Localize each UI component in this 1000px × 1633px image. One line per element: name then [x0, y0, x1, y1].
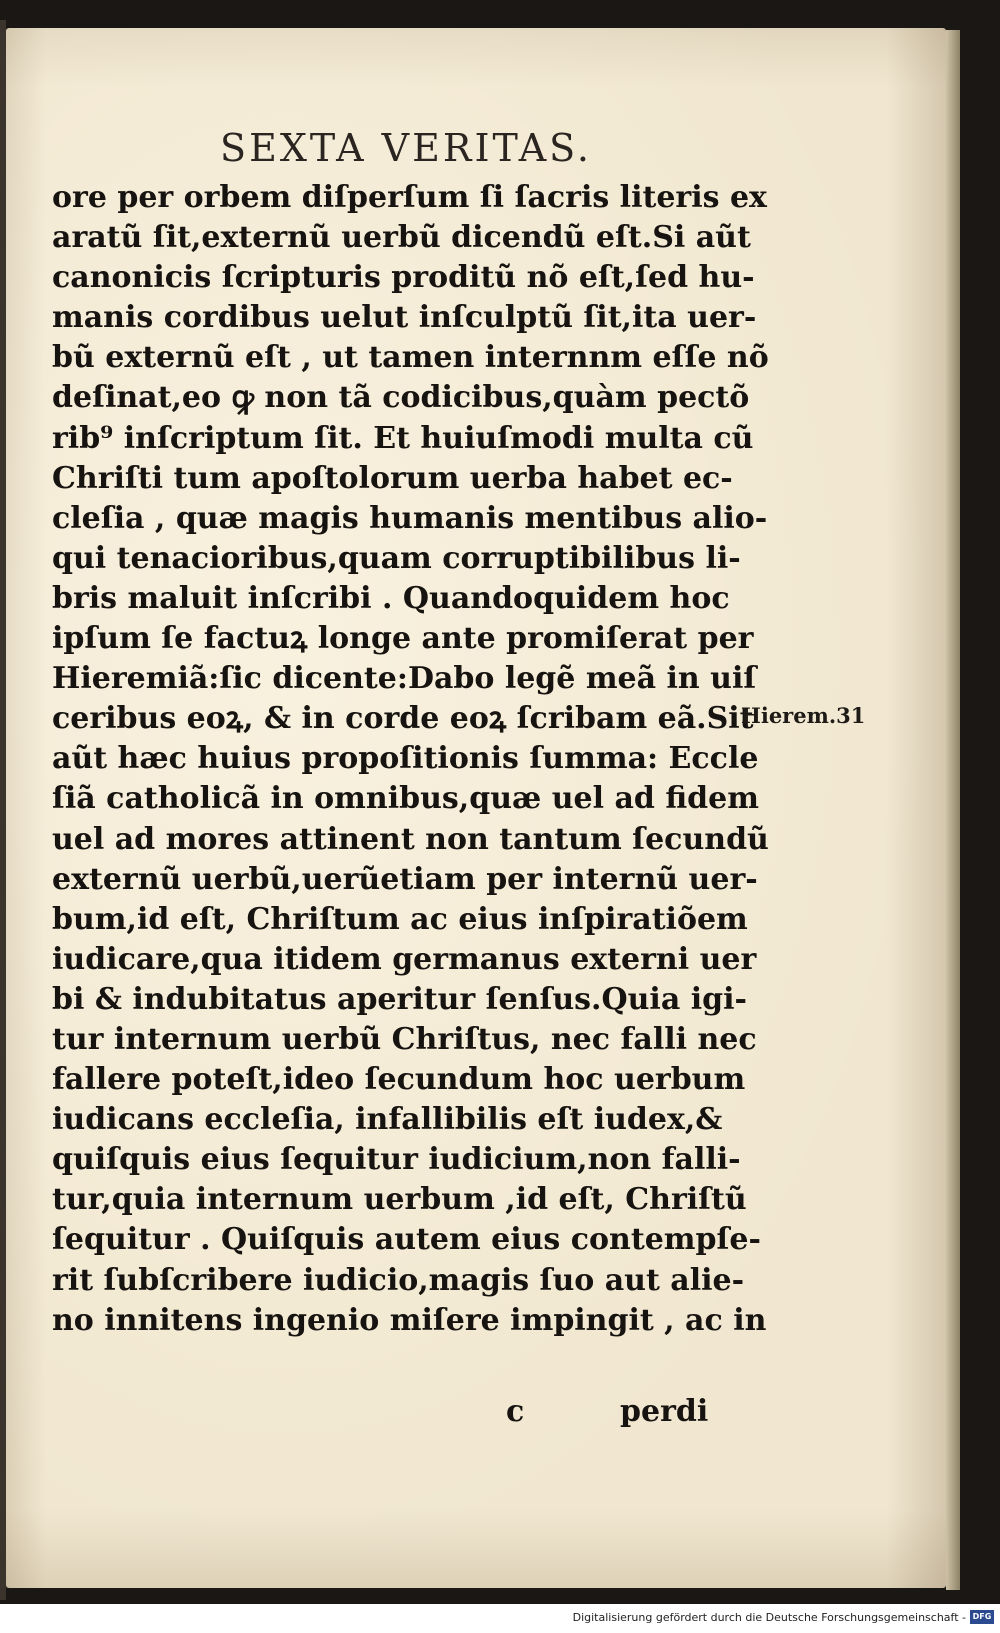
text-line: ore per orbem diſperſum ſi ſacris literis ex [52, 180, 767, 215]
credit-bar [0, 1604, 1000, 1633]
text-line: tur internum uerbũ Chriſtus, nec falli nec [52, 1021, 757, 1057]
text-line: no innitens ingenio miſere impingit , ac in [52, 1302, 767, 1338]
book-page [6, 28, 946, 1588]
text-line: rit ſubſcribere iudicio,magis ſuo aut alie- [52, 1262, 745, 1298]
page-edge [946, 30, 960, 1590]
text-line: iudicans eccleſia, infallibilis eſt iudex,& [52, 1102, 723, 1138]
running-header: SEXTA VERITAS. [220, 126, 592, 170]
text-line: cleſia , quæ magis humanis mentibus alio- [52, 500, 768, 536]
funding-credit: Digitalisierung gefördert durch die Deutsche Forschungsgemeinschaft - [572, 1611, 966, 1624]
text-line: Chriſti tum apoſtolorum uerba habet ec- [52, 460, 733, 496]
signature-mark: c [506, 1394, 525, 1429]
text-line: deſinat,eo ꝙ non tã codicibus,quàm pectõ [52, 380, 750, 416]
text-line: bum,id eſt, Chriſtum ac eius inſpiratiõem [52, 901, 748, 937]
text-line: qui tenacioribus,quam corruptibilibus li- [52, 540, 741, 576]
text-line: bi & indubitatus aperitur ſenſus.Quia igi- [52, 981, 747, 1017]
text-line: aratũ ſit,externũ uerbũ dicendũ eſt.Si aũt [52, 220, 751, 256]
text-line: Hieremiã:ſic dicente:Dabo legẽ meã in uiſ [52, 661, 757, 697]
catchword: perdi [620, 1394, 709, 1429]
text-line: tur,quia internum uerbum ,id eſt, Chriſtũ [52, 1182, 747, 1218]
text-line: canonicis ſcripturis proditũ nõ eſt,ſed hu- [52, 260, 755, 296]
text-line: quiſquis eius ſequitur iudicium,non falli- [52, 1142, 741, 1178]
body-text [52, 178, 769, 1341]
text-line: bũ externũ eſt , ut tamen internnm eſſe nõ [52, 340, 769, 376]
text-line: fallere poteſt,ideo ſecundum hoc uerbum [52, 1062, 746, 1098]
marginal-note: Hierem.31 [741, 703, 866, 728]
dfg-logo: DFG [970, 1610, 994, 1624]
text-line: manis cordibus uelut inſculptũ ſit,ita uer- [52, 300, 757, 336]
text-line: uel ad mores attinent non tantum ſecundũ [52, 821, 769, 857]
text-line: bris maluit inſcribi . Quandoquidem hoc [52, 580, 730, 616]
text-line: aũt hæc huius propoſitionis ſumma: Eccle [52, 741, 759, 777]
text-line: externũ uerbũ,uerũetiam per internũ uer- [52, 861, 758, 897]
text-line: ſequitur . Quiſquis autem eius contempſe- [52, 1222, 761, 1258]
text-line: ſiã catholicã in omnibus,quæ uel ad fidem [52, 781, 759, 817]
text-line: ipſum ſe factuꝝ longe ante promiſerat per [52, 621, 754, 657]
text-line: rib⁹ inſcriptum ſit. Et huiuſmodi multa cũ [52, 420, 754, 456]
page-footer [6, 1394, 946, 1438]
text-line: iudicare,qua itidem germanus externi uer [52, 941, 757, 977]
text-line: ceribus eoꝝ, & in corde eoꝝ ſcribam eã.Sit [52, 701, 754, 737]
